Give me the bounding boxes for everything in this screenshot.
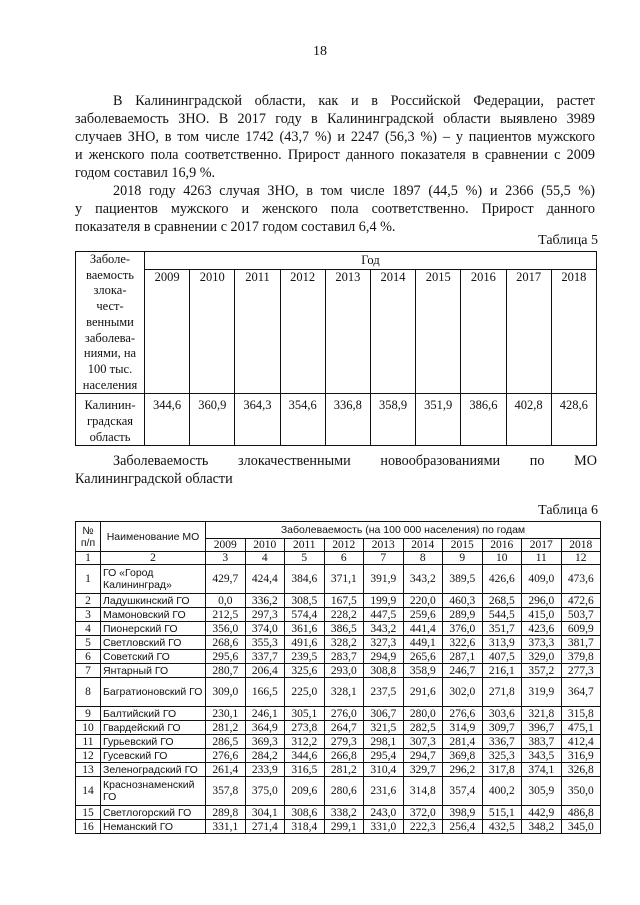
table6-year-header: 2013: [364, 539, 404, 552]
table6-value: 449,1: [403, 636, 443, 650]
table6-value: 544,5: [482, 608, 522, 622]
table6-mo-name: Светлогорский ГО: [101, 806, 206, 820]
table6-value: 271,4: [245, 820, 285, 834]
table6-value: 343,2: [403, 565, 443, 594]
table6-value: 317,8: [482, 763, 522, 777]
table6-mo-name: Краснознаменский ГО: [101, 777, 206, 806]
table6-value: 326,8: [561, 763, 601, 777]
table5-value: 354,6: [280, 394, 325, 446]
table6-column-number: 11: [522, 552, 562, 565]
page-number: 18: [313, 44, 327, 59]
table6-value: 361,6: [285, 622, 325, 636]
table6-value: 441,4: [403, 622, 443, 636]
table6-value: 364,9: [245, 721, 285, 735]
table5-row-header-line: злока-: [93, 283, 127, 298]
table-row: [76, 777, 601, 806]
table6-value: 280,0: [403, 707, 443, 721]
table6-value: 345,0: [561, 820, 601, 834]
table6-value: 426,6: [482, 565, 522, 594]
table6-row-number: 16: [76, 820, 101, 834]
table5-value: 360,9: [190, 394, 235, 446]
table6-value: 400,2: [482, 777, 522, 806]
table6-value: 325,6: [285, 664, 325, 678]
table6-value: 374,0: [245, 622, 285, 636]
table6-year-header: 2010: [245, 539, 285, 552]
table5-value: 358,9: [370, 394, 415, 446]
table6-column-number: 3: [206, 552, 246, 565]
table6-value: 199,9: [364, 594, 404, 608]
table6-value: 287,1: [443, 650, 483, 664]
table5-year-header: 2010: [190, 269, 235, 393]
table6-value: 273,8: [285, 721, 325, 735]
table6-value: 281,4: [443, 735, 483, 749]
table-row: [76, 594, 601, 608]
table5-year-header: 2017: [506, 269, 551, 393]
table6-column-number: 1: [76, 552, 101, 565]
table6-value: 472,6: [561, 594, 601, 608]
table6-value: 338,2: [324, 806, 364, 820]
table6-mo-name: Гурьевский ГО: [101, 735, 206, 749]
table5-year-header: 2013: [325, 269, 370, 393]
table6-value: 423,6: [522, 622, 562, 636]
paragraph-mo-incidence-title: [75, 452, 597, 488]
table6-value: 298,1: [364, 735, 404, 749]
table6-value: 364,7: [561, 678, 601, 707]
table6-mo-name: ГО «Город Калининград»: [101, 565, 206, 594]
table6-value: 343,5: [522, 749, 562, 763]
table6-value: 351,7: [482, 622, 522, 636]
table5-value: 344,6: [145, 394, 190, 446]
table6-value: 343,2: [364, 622, 404, 636]
table6-value: 336,7: [482, 735, 522, 749]
table6-value: 574,4: [285, 608, 325, 622]
table6-value: 412,4: [561, 735, 601, 749]
table6-value: 209,6: [285, 777, 325, 806]
table6-row-number: 1: [76, 565, 101, 594]
table6-value: 303,6: [482, 707, 522, 721]
table6-caption: Таблица 6: [538, 503, 598, 518]
table-row: [76, 749, 601, 763]
table6-value: 322,6: [443, 636, 483, 650]
table6-value: 304,1: [245, 806, 285, 820]
table6-column-number: 2: [101, 552, 206, 565]
table6-value: 460,3: [443, 594, 483, 608]
table6-column-number: 10: [482, 552, 522, 565]
table6-value: 308,6: [285, 806, 325, 820]
table6-mo-name: Багратионовский ГО: [101, 678, 206, 707]
table-row: [76, 622, 601, 636]
table5-row-label: [76, 394, 145, 446]
table6-value: 268,6: [206, 636, 246, 650]
table6-value: 486,8: [561, 806, 601, 820]
table6-value: 220,0: [403, 594, 443, 608]
table6-row-number: 6: [76, 650, 101, 664]
table6-value: 376,0: [443, 622, 483, 636]
table6-value: 373,3: [522, 636, 562, 650]
table6-value: 331,1: [206, 820, 246, 834]
table6-row-number: 14: [76, 777, 101, 806]
table6-value: 473,6: [561, 565, 601, 594]
table5-year-header: 2016: [461, 269, 506, 393]
table6-mo-name: Гусевский ГО: [101, 749, 206, 763]
table5-value: 351,9: [416, 394, 461, 446]
table6-value: 432,5: [482, 820, 522, 834]
table6-value: 308,5: [285, 594, 325, 608]
table6-mo-name: Мамоновский ГО: [101, 608, 206, 622]
paragraph-line: случаев ЗНО, в том числе 1742 (43,7 %) и 2247 (56,3 %) – у пациентов мужского: [75, 129, 595, 145]
table6-value: 331,0: [364, 820, 404, 834]
table5-year-header: 2012: [280, 269, 325, 393]
table6-value: 357,8: [206, 777, 246, 806]
table6-row-number: 9: [76, 707, 101, 721]
paragraph-line: Калининградской области: [75, 471, 233, 487]
table6-value: 206,4: [245, 664, 285, 678]
paragraph-line: Заболеваемость злокачественными новообразованиями по МО: [113, 453, 597, 469]
table6-mo-name: Гвардейский ГО: [101, 721, 206, 735]
table5-row-header-line: чест-: [96, 299, 124, 314]
table6-value: 447,5: [364, 608, 404, 622]
table6-value: 294,9: [364, 650, 404, 664]
table6-value: 280,7: [206, 664, 246, 678]
table-row: [76, 820, 601, 834]
table6-value: 228,2: [324, 608, 364, 622]
table5-caption: Таблица 5: [538, 233, 598, 248]
table6-value: 371,1: [324, 565, 364, 594]
table-row: [76, 721, 601, 735]
table6-row-number: 2: [76, 594, 101, 608]
table6-year-header: 2014: [403, 539, 443, 552]
table6-value: 372,0: [403, 806, 443, 820]
table-row: [76, 763, 601, 777]
table6-value: 268,5: [482, 594, 522, 608]
table6-mo-name: Светловский ГО: [101, 636, 206, 650]
table5-year-header: 2009: [145, 269, 190, 393]
table6-value: 348,2: [522, 820, 562, 834]
table6-value: 291,6: [403, 678, 443, 707]
table6-value: 475,1: [561, 721, 601, 735]
table5-row-header-line: 100 тыс.: [87, 361, 133, 376]
table6-value: 259,6: [403, 608, 443, 622]
table-row: [76, 650, 601, 664]
table6-mo-name: Зеленоградский ГО: [101, 763, 206, 777]
paragraph-line: заболеваемость ЗНО. В 2017 году в Калининградской области выявлено 3989: [75, 111, 595, 127]
table6-value: 381,7: [561, 636, 601, 650]
table-row: [76, 636, 601, 650]
table6-row-number: 7: [76, 664, 101, 678]
table6-value: 246,1: [245, 707, 285, 721]
table6-value: 350,0: [561, 777, 601, 806]
table6-value: 357,4: [443, 777, 483, 806]
table5-row-header-line: Заболе-: [89, 252, 131, 266]
table6-mo-name: Балтийский ГО: [101, 707, 206, 721]
table6-value: 256,4: [443, 820, 483, 834]
table6-value: 316,5: [285, 763, 325, 777]
table6-value: 383,7: [522, 735, 562, 749]
table6-value: 357,2: [522, 664, 562, 678]
table5-row-header-line: заболева-: [84, 330, 136, 345]
table6-value: 424,4: [245, 565, 285, 594]
table6-value: 314,8: [403, 777, 443, 806]
table6-value: 336,2: [245, 594, 285, 608]
table6-row-number: 12: [76, 749, 101, 763]
paragraph-incidence-2018: [75, 182, 595, 236]
table-row: [76, 608, 601, 622]
table6-mo-name: Янтарный ГО: [101, 664, 206, 678]
table6-value: 230,1: [206, 707, 246, 721]
table6-year-header: 2017: [522, 539, 562, 552]
table6-row-number: 5: [76, 636, 101, 650]
table5-row-label-line: область: [89, 429, 131, 444]
table6-value: 503,7: [561, 608, 601, 622]
table6-column-number: 9: [443, 552, 483, 565]
table6-value: 277,3: [561, 664, 601, 678]
table6-value: 315,8: [561, 707, 601, 721]
table6-value: 379,8: [561, 650, 601, 664]
table6-col-name-header: Наименование МО: [101, 522, 206, 552]
table6-value: 295,4: [364, 749, 404, 763]
table6-year-group-header: Заболеваемость (на 100 000 населения) по годам: [206, 522, 601, 539]
table5-value: 364,3: [235, 394, 280, 446]
table6-col-number-header: № п/п: [76, 522, 101, 552]
table5-row-header-line: венными: [86, 314, 134, 329]
table6-value: 369,8: [443, 749, 483, 763]
table6-value: 266,8: [324, 749, 364, 763]
table6-value: 409,0: [522, 565, 562, 594]
table6-value: 231,6: [364, 777, 404, 806]
table6-value: 302,0: [443, 678, 483, 707]
paragraph-line: годом составил 16,9 %.: [75, 165, 216, 181]
table6-value: 358,9: [403, 664, 443, 678]
table5-row-label-line: градская: [86, 414, 133, 429]
table6-value: 398,9: [443, 806, 483, 820]
table6-row-number: 3: [76, 608, 101, 622]
table6-value: 233,9: [245, 763, 285, 777]
table6-value: 212,5: [206, 608, 246, 622]
table6-value: 312,2: [285, 735, 325, 749]
table6-value: 374,1: [522, 763, 562, 777]
table6-value: 389,5: [443, 565, 483, 594]
paragraph-incidence-2017: [75, 92, 595, 182]
table6-row-number: 10: [76, 721, 101, 735]
table5-value: 336,8: [325, 394, 370, 446]
table6-value: 305,9: [522, 777, 562, 806]
table6-value: 306,7: [364, 707, 404, 721]
table6-value: 442,9: [522, 806, 562, 820]
table6-value: 282,5: [403, 721, 443, 735]
table6-value: 314,9: [443, 721, 483, 735]
table6-value: 294,7: [403, 749, 443, 763]
table6-value: 329,0: [522, 650, 562, 664]
table6-value: 327,3: [364, 636, 404, 650]
table6-value: 264,7: [324, 721, 364, 735]
table6-value: 384,6: [285, 565, 325, 594]
table5-year-header: 2015: [416, 269, 461, 393]
table6-year-header: 2011: [285, 539, 325, 552]
table6-column-number: 12: [561, 552, 601, 565]
table6-value: 0,0: [206, 594, 246, 608]
table-row: [76, 806, 601, 820]
table6-value: 309,7: [482, 721, 522, 735]
table6-mo-incidence: [75, 521, 601, 834]
table6-value: 239,5: [285, 650, 325, 664]
table6-mo-name: Ладушкинский ГО: [101, 594, 206, 608]
table6-value: 243,0: [364, 806, 404, 820]
table6-value: 271,8: [482, 678, 522, 707]
table6-mo-name: Советский ГО: [101, 650, 206, 664]
table6-value: 297,3: [245, 608, 285, 622]
table6-value: 281,2: [324, 763, 364, 777]
table6-year-header: 2018: [561, 539, 601, 552]
table6-value: 295,6: [206, 650, 246, 664]
table6-value: 279,3: [324, 735, 364, 749]
table6-value: 246,7: [443, 664, 483, 678]
table6-value: 344,6: [285, 749, 325, 763]
table6-value: 355,3: [245, 636, 285, 650]
table6-value: 429,7: [206, 565, 246, 594]
table5-row-header: [76, 252, 145, 394]
table6-value: 276,6: [206, 749, 246, 763]
table6-column-number: 7: [364, 552, 404, 565]
table6-value: 261,4: [206, 763, 246, 777]
table-row: [76, 707, 601, 721]
table-row: [76, 735, 601, 749]
table5-year-header: 2011: [235, 269, 280, 393]
table6-value: 299,1: [324, 820, 364, 834]
table6-value: 318,4: [285, 820, 325, 834]
table-row: [76, 565, 601, 594]
table6-value: 237,5: [364, 678, 404, 707]
table5-value: 428,6: [551, 394, 596, 446]
table6-value: 280,6: [324, 777, 364, 806]
table6-value: 309,0: [206, 678, 246, 707]
table6-value: 296,2: [443, 763, 483, 777]
table6-value: 222,3: [403, 820, 443, 834]
table6-value: 319,9: [522, 678, 562, 707]
table6-column-number: 5: [285, 552, 325, 565]
table-row: [76, 664, 601, 678]
table5-year-header: 2018: [551, 269, 596, 393]
table6-value: 391,9: [364, 565, 404, 594]
table6-value: 325,3: [482, 749, 522, 763]
table5-regional-incidence: [75, 251, 597, 446]
paragraph-line: у пациентов мужского и женского пола соответственно. Прирост данного: [75, 201, 595, 217]
table6-year-header: 2016: [482, 539, 522, 552]
table6-value: 310,4: [364, 763, 404, 777]
table6-value: 293,0: [324, 664, 364, 678]
table5-value: 386,6: [461, 394, 506, 446]
table6-value: 328,1: [324, 678, 364, 707]
table6-value: 286,5: [206, 735, 246, 749]
table6-row-number: 4: [76, 622, 101, 636]
table6-value: 415,0: [522, 608, 562, 622]
table6-value: 276,6: [443, 707, 483, 721]
table6-mo-name: Пионерский ГО: [101, 622, 206, 636]
table6-value: 216,1: [482, 664, 522, 678]
table6-year-header: 2015: [443, 539, 483, 552]
table5-year-header: 2014: [370, 269, 415, 393]
table6-value: 328,2: [324, 636, 364, 650]
table6-value: 296,0: [522, 594, 562, 608]
table6-row-number: 11: [76, 735, 101, 749]
table5-row-header-line: населения: [82, 377, 138, 392]
table6-value: 321,8: [522, 707, 562, 721]
table6-value: 166,5: [245, 678, 285, 707]
table6-value: 313,9: [482, 636, 522, 650]
table6-column-number: 4: [245, 552, 285, 565]
table6-value: 356,0: [206, 622, 246, 636]
table6-value: 307,3: [403, 735, 443, 749]
table6-value: 167,5: [324, 594, 364, 608]
table6-value: 281,2: [206, 721, 246, 735]
table6-value: 305,1: [285, 707, 325, 721]
table6-row-number: 15: [76, 806, 101, 820]
table6-value: 609,9: [561, 622, 601, 636]
table6-value: 316,9: [561, 749, 601, 763]
table6-value: 491,6: [285, 636, 325, 650]
table-row: [76, 678, 601, 707]
paragraph-line: В Калининградской области, как и в Российской Федерации, растет: [113, 93, 595, 109]
table6-row-number: 8: [76, 678, 101, 707]
table6-value: 283,7: [324, 650, 364, 664]
table5-row-label-line: Калинин-: [84, 398, 136, 413]
table6-value: 265,6: [403, 650, 443, 664]
table6-column-number: 6: [324, 552, 364, 565]
table6-value: 308,8: [364, 664, 404, 678]
table6-value: 515,1: [482, 806, 522, 820]
table6-value: 337,7: [245, 650, 285, 664]
table6-row-number: 13: [76, 763, 101, 777]
table6-value: 329,7: [403, 763, 443, 777]
table6-value: 276,0: [324, 707, 364, 721]
table6-value: 386,5: [324, 622, 364, 636]
table5-row-header-line: ваемость: [85, 267, 135, 282]
table5-year-group-header: Год: [145, 252, 597, 270]
table5-value: 402,8: [506, 394, 551, 446]
table6-value: 321,5: [364, 721, 404, 735]
table6-mo-name: Неманский ГО: [101, 820, 206, 834]
table6-year-header: 2012: [324, 539, 364, 552]
table5-row-header-line: ниями, на: [83, 346, 137, 361]
table6-value: 289,8: [206, 806, 246, 820]
table6-value: 369,3: [245, 735, 285, 749]
paragraph-line: показателя в сравнении с 2017 годом составил 6,4 %.: [75, 219, 396, 235]
table6-column-number: 8: [403, 552, 443, 565]
table6-year-header: 2009: [206, 539, 246, 552]
table6-value: 375,0: [245, 777, 285, 806]
table6-value: 284,2: [245, 749, 285, 763]
table6-value: 225,0: [285, 678, 325, 707]
paragraph-line: 2018 году 4263 случая ЗНО, в том числе 1897 (44,5 %) и 2366 (55,5 %): [113, 183, 595, 199]
table6-value: 407,5: [482, 650, 522, 664]
table6-value: 396,7: [522, 721, 562, 735]
table6-value: 289,9: [443, 608, 483, 622]
paragraph-line: и женского пола соответственно. Прирост данного показателя в сравнении с 2009: [75, 147, 595, 163]
